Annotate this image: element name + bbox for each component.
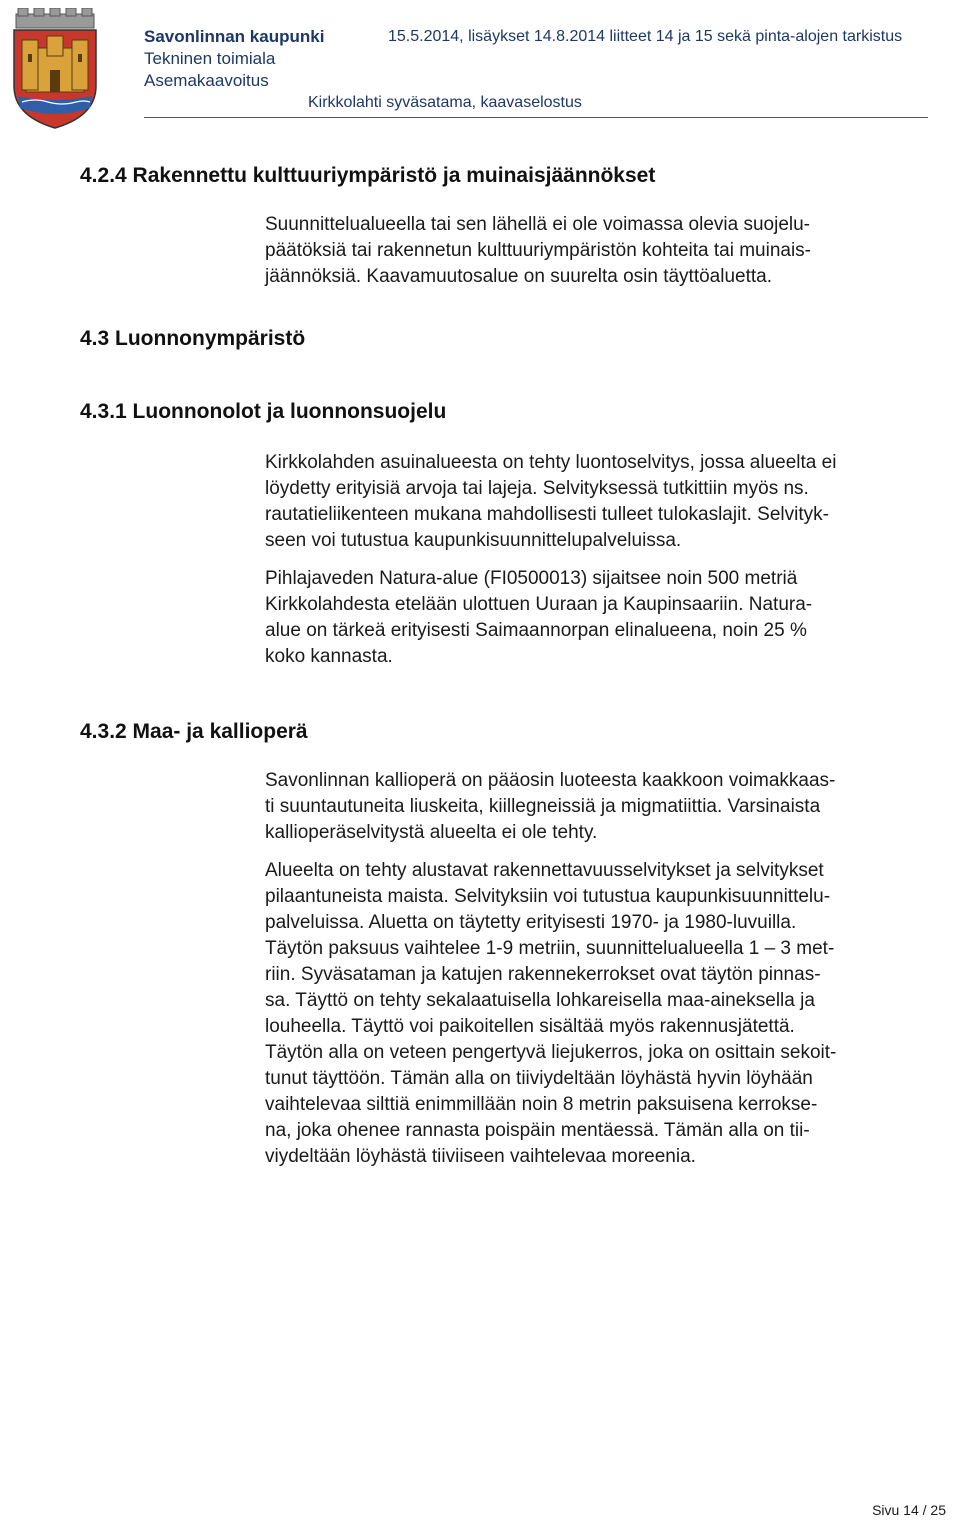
paragraph-4-3-2-b <box>265 858 955 1170</box>
paragraph-line: louheella. Täyttö voi paikoitellen sisältää myös rakennusjätettä. <box>265 1016 795 1037</box>
header-divider <box>144 117 928 118</box>
paragraph-line: Suunnittelualueella tai sen lähellä ei ole voimassa olevia suojelu- <box>265 214 811 235</box>
page-header <box>0 0 960 130</box>
paragraph-line: jäännöksiä. Kaavamuutosalue on suurelta osin täyttöaluetta. <box>265 266 772 287</box>
paragraph-line: Täytön paksuus vaihtelee 1-9 metriin, suunnittelualueella 1 – 3 met- <box>265 938 835 959</box>
paragraph-line: päätöksiä tai rakennetun kulttuuriympäristön kohteita tai muinais- <box>265 240 812 261</box>
paragraph-line: tunut täyttöön. Tämän alla on tiiviydeltään löyhästä hyvin löyhään <box>265 1068 813 1089</box>
paragraph-line: Täytön alla on veteen pengertyvä liejukerros, joka on osittain sekoit- <box>265 1042 837 1063</box>
header-organization-block <box>144 26 324 92</box>
paragraph-line: viydeltään löyhästä tiiviiseen vaihtelevaa moreenia. <box>265 1146 696 1167</box>
coat-of-arms-icon <box>10 8 100 132</box>
paragraph-line: vaihtelevaa silttiä enimmillään noin 8 metrin paksuisena kerrokse- <box>265 1094 818 1115</box>
paragraph-line: Savonlinnan kallioperä on pääosin luoteesta kaakkoon voimakkaas- <box>265 770 836 791</box>
paragraph-line: koko kannasta. <box>265 646 393 667</box>
paragraph-line: seen voi tutustua kaupunkisuunnittelupalveluissa. <box>265 530 682 551</box>
paragraph-line: Alueelta on tehty alustavat rakennettavuusselvitykset ja selvitykset <box>265 860 824 881</box>
paragraph-line: na, joka ohenee rannasta poispäin mentäessä. Tämän alla on tii- <box>265 1120 810 1141</box>
paragraph-line: palveluissa. Aluetta on täytetty erityisesti 1970- ja 1980-luvuilla. <box>265 912 797 933</box>
section-heading-4-3-2: 4.3.2 Maa- ja kallioperä <box>80 720 308 743</box>
paragraph-line: Pihlajaveden Natura-alue (FI0500013) sijaitsee noin 500 metriä <box>265 568 798 589</box>
header-date-note: 15.5.2014, lisäykset 14.8.2014 liitteet 14 ja 15 sekä pinta-alojen tarkistus <box>388 28 903 45</box>
paragraph-line: pilaantuneista maista. Selvityksiin voi tutustua kaupunkisuunnittelu- <box>265 886 831 907</box>
paragraph-line: kallioperäselvitystä alueelta ei ole tehty. <box>265 822 598 843</box>
header-document-title: Kirkkolahti syväsatama, kaavaselostus <box>308 94 582 111</box>
paragraph-line: Kirkkolahden asuinalueesta on tehty luontoselvitys, jossa alueelta ei <box>265 452 837 473</box>
section-heading-4-3: 4.3 Luonnonympäristö <box>80 327 306 350</box>
header-organization: Savonlinnan kaupunki <box>144 27 325 46</box>
paragraph-line: alue on tärkeä erityisesti Saimaannorpan elinalueena, noin 25 % <box>265 620 807 641</box>
paragraph-4-3-1-a <box>265 450 955 554</box>
paragraph-line: sa. Täyttö on tehty sekalaatuisella lohkareisella maa-aineksella ja <box>265 990 815 1011</box>
paragraph-4-3-1-b <box>265 566 955 670</box>
paragraph-line: ti suuntautuneita liuskeita, kiillegneissiä ja migmatiittia. Varsinaista <box>265 796 821 817</box>
section-heading-4-2-4: 4.2.4 Rakennettu kulttuuriympäristö ja muinaisjäännökset <box>80 164 656 187</box>
paragraph-line: löydetty erityisiä arvoja tai lajeja. Selvityksessä tutkittiin myös ns. <box>265 478 809 499</box>
section-heading-4-3-1: 4.3.1 Luonnonolot ja luonnonsuojelu <box>80 400 447 423</box>
page-number: Sivu 14 / 25 <box>872 1502 946 1518</box>
paragraph-4-3-2-a <box>265 768 955 846</box>
paragraph-line: riin. Syväsataman ja katujen rakennekerrokset ovat täytön pinnas- <box>265 964 821 985</box>
header-department: Tekninen toimiala <box>144 49 276 68</box>
header-unit: Asemakaavoitus <box>144 71 269 90</box>
paragraph-4-2-4 <box>265 212 955 290</box>
paragraph-line: Kirkkolahdesta etelään ulottuen Uuraan ja Kaupinsaariin. Natura- <box>265 594 813 615</box>
paragraph-line: rautatieliikenteen mukana mahdollisesti tulleet tulokaslajit. Selvityk- <box>265 504 829 525</box>
